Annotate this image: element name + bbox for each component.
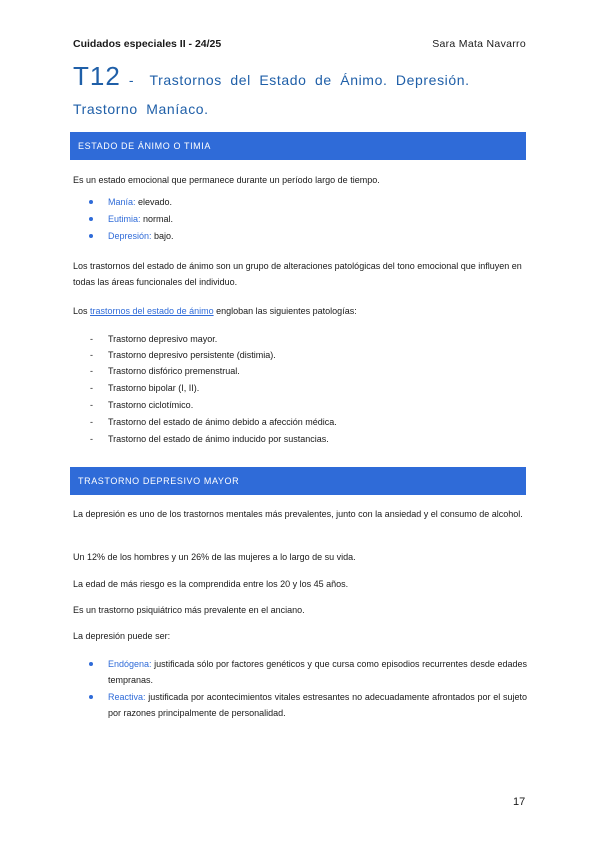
disorder-text: Trastorno depresivo mayor. — [108, 334, 218, 344]
title-text: Trastornos del Estado de Ánimo. Depresión. Trastorno Maníaco. — [73, 72, 470, 117]
list-item-disorder — [90, 431, 329, 447]
paragraph-age-risk: La edad de más riesgo es la comprendida entre los 20 y los 45 años. — [73, 579, 349, 589]
paragraph-intro: Es un estado emocional que permanece durante un período largo de tiempo. — [73, 175, 380, 185]
dash-marker: - — [90, 350, 93, 360]
type-desc: justificada por acontecimientos vitales estresantes no adecuadamente afrontados por el sujeto por razones principalmente de personalidad. — [108, 692, 527, 718]
section-heading-estado-animo: ESTADO DE ÁNIMO O TIMIA — [70, 132, 526, 160]
paragraph-prevalence: La depresión es uno de los trastornos mentales más prevalentes, junto con la ansiedad y el consumo de alcohol. — [73, 509, 523, 519]
paragraph-elderly: Es un trastorno psiquiátrico más prevalente en el anciano. — [73, 605, 305, 615]
header-course: Cuidados especiales II - 24/25 — [73, 38, 222, 50]
list-item-state — [90, 228, 174, 244]
list-item-disorder — [90, 331, 217, 347]
dash-marker: - — [90, 366, 93, 376]
disorder-text: Trastorno del estado de ánimo inducido por sustancias. — [108, 434, 329, 444]
dash-marker: - — [90, 400, 93, 410]
list-item-state — [90, 211, 173, 227]
dash-marker: - — [90, 383, 93, 393]
header-author: Sara Mata Navarro — [432, 38, 526, 50]
type-term: Endógena: — [108, 659, 152, 669]
disorder-text: Trastorno del estado de ánimo debido a afección médica. — [108, 417, 337, 427]
bullet-icon — [89, 234, 93, 238]
list-item-disorder — [90, 363, 240, 379]
state-term: Eutimia: — [108, 214, 141, 224]
list-item-disorder — [90, 414, 337, 430]
state-term: Depresión: — [108, 231, 152, 241]
list-item-state — [90, 194, 172, 210]
text-fragment: Los — [73, 306, 91, 316]
dash-marker: - — [90, 434, 93, 444]
list-item-disorder — [90, 397, 193, 413]
list-item-depression-type — [90, 656, 527, 688]
title-dash: - — [128, 72, 134, 88]
bullet-icon — [89, 695, 93, 699]
disorder-text: Trastorno bipolar (I, II). — [108, 383, 200, 393]
disorder-text: Trastorno ciclotímico. — [108, 400, 194, 410]
state-desc: bajo. — [151, 231, 174, 241]
bullet-icon — [89, 662, 93, 666]
type-term: Reactiva: — [108, 692, 146, 702]
state-desc: elevado. — [135, 197, 173, 207]
page-title — [73, 62, 528, 124]
paragraph-pathologies — [73, 303, 528, 319]
disorder-text: Trastorno depresivo persistente (distimia). — [108, 350, 276, 360]
paragraph-gender-stats: Un 12% de los hombres y un 26% de las mujeres a lo largo de su vida. — [73, 552, 356, 562]
mood-disorders-link[interactable]: trastornos del estado de ánimo — [90, 306, 214, 316]
state-term: Manía: — [108, 197, 136, 207]
page-number: 17 — [513, 796, 526, 808]
title-number: T12 — [73, 61, 121, 91]
section-heading-depresivo-mayor: TRASTORNO DEPRESIVO MAYOR — [70, 467, 526, 495]
type-desc: justificada sólo por factores genéticos y que cursa como episodios recurrentes desde edades tempranas. — [108, 659, 527, 685]
dash-marker: - — [90, 417, 93, 427]
state-desc: normal. — [140, 214, 174, 224]
disorder-text: Trastorno disfórico premenstrual. — [108, 366, 240, 376]
bullet-icon — [89, 200, 93, 204]
paragraph-types-intro: La depresión puede ser: — [73, 631, 171, 641]
list-item-depression-type — [90, 689, 527, 721]
paragraph-definition: Los trastornos del estado de ánimo son un grupo de alteraciones patológicas del tono emocional que influyen en todas las áreas funcionales del individuo. — [73, 261, 522, 287]
list-item-disorder — [90, 380, 199, 396]
text-fragment: engloban las siguientes patologías: — [213, 306, 357, 316]
dash-marker: - — [90, 334, 93, 344]
list-item-disorder — [90, 347, 276, 363]
bullet-icon — [89, 217, 93, 221]
